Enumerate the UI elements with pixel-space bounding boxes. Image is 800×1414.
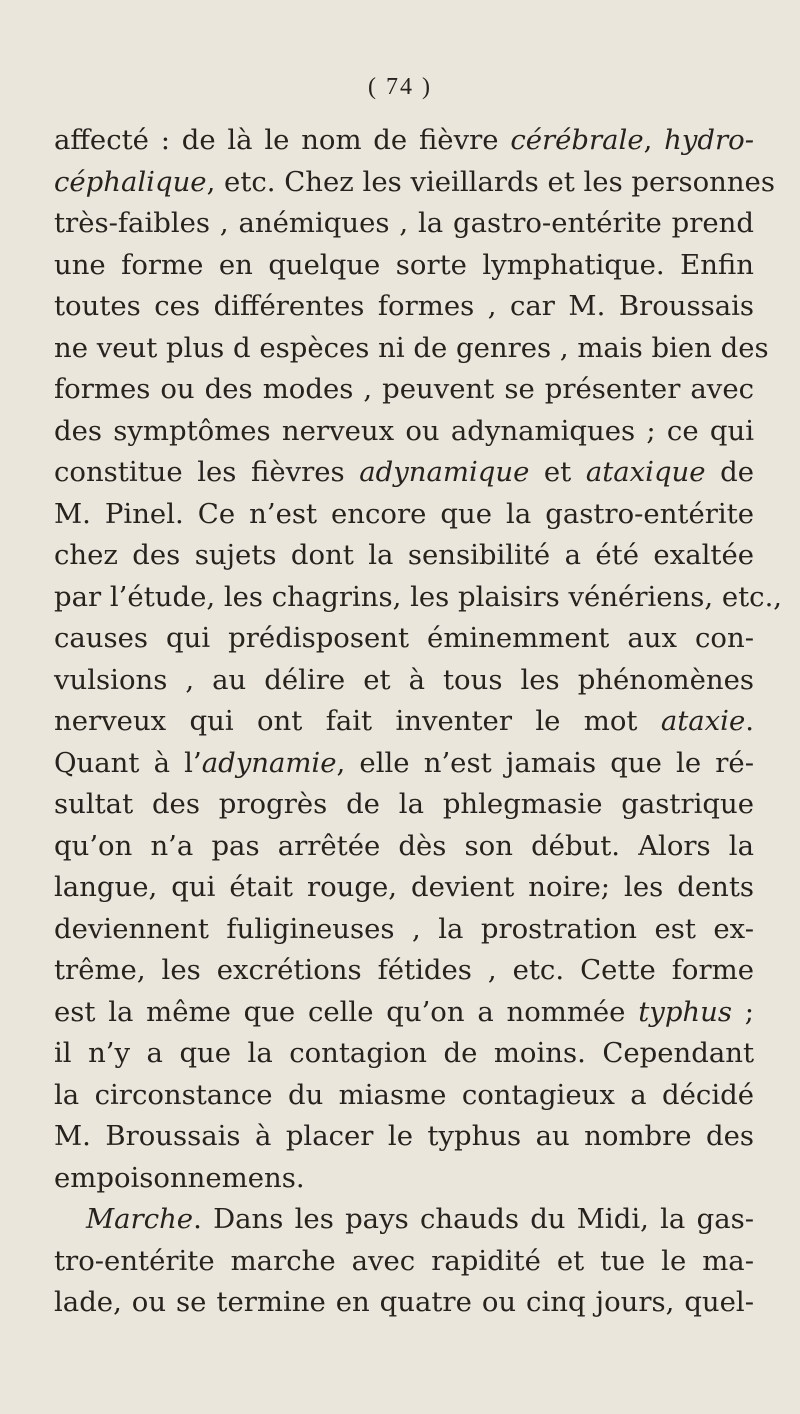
page-number: ( 74 ) [368,74,432,100]
text-line: la circonstance du miasme contagieux a décidé [54,1078,754,1111]
text-line: formes ou des modes , peuvent se présenter avec [54,373,754,405]
text-line: céphalique, etc. Chez les vieillards et les personnes [54,165,775,198]
text-line: constitue les fièvres adynamique et ataxique de [54,456,755,488]
text-line: sultat des progrès de la phlegmasie gastrique [54,788,754,820]
text-line: toutes ces différentes formes , car M. Broussais [54,290,754,322]
text-line: des symptômes nerveux ou adynamiques ; ce qui [54,414,754,447]
text-line: tro-entérite marche avec rapidité et tue le ma- [54,1244,754,1277]
text-line: est la même que celle qu’on a nommée typhus ; [54,995,754,1028]
text-line: langue, qui était rouge, devient noire; les dents [54,871,754,903]
text-line: chez des sujets dont la sensibilité a été exaltée [54,539,754,571]
text-line: empoisonnemens. [54,1161,305,1194]
text-line: Marche. Dans les pays chauds du Midi, la gas- [86,1203,754,1235]
text-line: par l’étude, les chagrins, les plaisirs vénériens, etc., [54,580,783,613]
text-line: ne veut plus d espèces ni de genres , mais bien des [54,331,769,364]
text-line: il n’y a que la contagion de moins. Cependant [54,1037,754,1069]
text-line: qu’on n’a pas arrêtée dès son début. Alors la [54,829,754,862]
text-line: une forme en quelque sorte lymphatique. Enfin [54,248,754,281]
text-line: affecté : de là le nom de fièvre cérébrale, hydro- [54,124,754,156]
text-line: trême, les excrétions fétides , etc. Cette forme [54,954,754,986]
text-line: nerveux qui ont fait inventer le mot ataxie. [54,705,754,737]
text-line: M. Broussais à placer le typhus au nombre des [54,1120,754,1152]
text-line: causes qui prédisposent éminemment aux con- [54,622,754,654]
text-line: M. Pinel. Ce n’est encore que la gastro-entérite [54,497,754,530]
text-line: Quant à l’adynamie, elle n’est jamais que le ré- [54,746,754,779]
text-line: vulsions , au délire et à tous les phénomènes [54,663,754,696]
text-line: très-faibles , anémiques , la gastro-entérite prend [54,207,754,239]
text-line: deviennent fuligineuses , la prostration est ex- [54,912,754,945]
text-line: lade, ou se termine en quatre ou cinq jours, quel- [54,1286,754,1318]
body-text [54,120,783,1324]
